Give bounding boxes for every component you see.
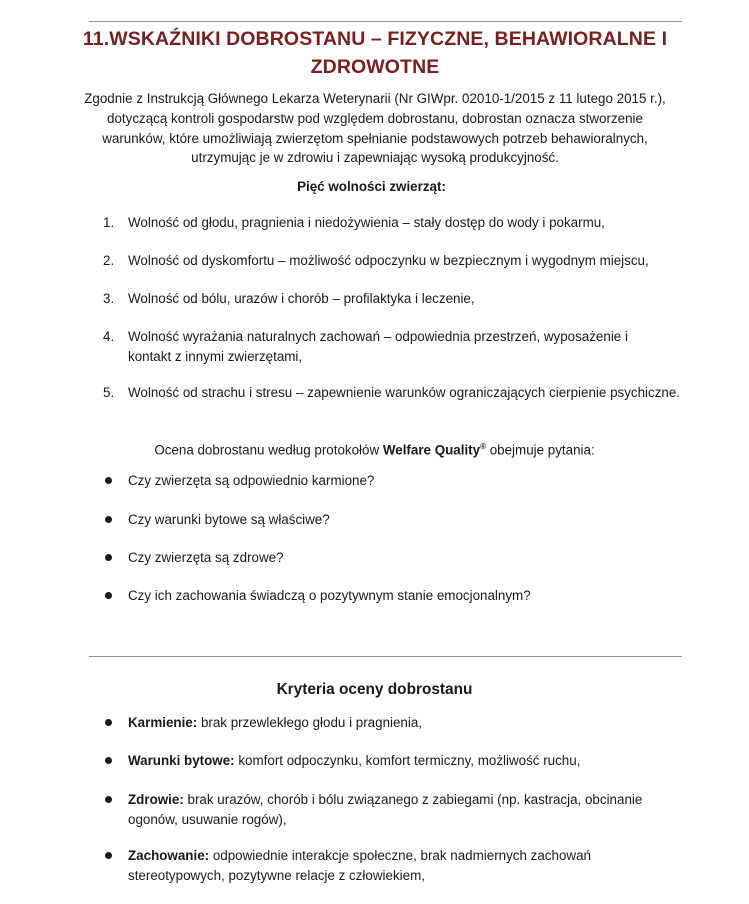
bullet-icon <box>105 796 112 803</box>
page-title <box>60 25 690 81</box>
freedom-text-line-2: kontakt z innymi zwierzętami, <box>128 348 303 364</box>
intro-line-3: warunków, które umożliwiają zwierzętom spełnianie podstawowych potrzeb behawioralnych, <box>102 130 648 146</box>
criteria-desc: brak przewlekłego głodu i pragnienia, <box>197 715 423 730</box>
bullet-icon <box>105 852 112 859</box>
bullet-icon <box>105 554 112 561</box>
criteria-heading: Kryteria oceny dobrostanu <box>276 681 473 698</box>
criteria-text <box>128 751 703 771</box>
intro-paragraph <box>66 89 684 168</box>
freedom-text: Wolność od głodu, pragnienia i niedożywienia – stały dostęp do wody i pokarmu, <box>128 215 605 230</box>
criteria-label: Zdrowie: <box>128 792 184 807</box>
criteria-desc: brak urazów, chorób i bólu związanego z zabiegami (np. kastracja, obcinanie <box>183 792 643 807</box>
welfare-quality-label: Welfare Quality <box>382 442 481 458</box>
criteria-desc-line-2: stereotypowych, pozytywne relacje z człowiekiem, <box>128 867 425 883</box>
intro-line-1: Zgodnie z Instrukcją Głównego Lekarza Weterynarii (Nr GIWpr. 02010-1/2015 z 11 lutego 2015 r.), <box>84 91 666 106</box>
list-number: 1. <box>103 215 115 230</box>
question-text: Czy zwierzęta są odpowiednio karmione? <box>128 473 375 488</box>
criteria-label: Karmienie: <box>128 715 198 730</box>
freedom-text <box>128 327 703 366</box>
criteria-item-4 <box>103 846 703 886</box>
criteria-item-3 <box>103 790 703 830</box>
freedoms-heading: Pięć wolności zwierząt: <box>297 179 446 194</box>
criteria-desc-line-2: ogonów, usuwanie rogów), <box>128 811 287 827</box>
list-number: 3. <box>103 291 115 306</box>
freedom-text: Wolność od dyskomfortu – możliwość odpoczynku w bezpiecznym i wygodnym miejscu, <box>128 253 649 268</box>
list-number: 5. <box>103 385 115 400</box>
intro-line-2: dotyczącą kontroli gospodarstw pod względem dobrostanu, dobrostan oznacza stworzenie <box>107 110 643 126</box>
question-text: Czy zwierzęta są zdrowe? <box>128 550 284 565</box>
criteria-text <box>128 790 703 829</box>
freedom-text: Wolność od strachu i stresu – zapewnienie warunków ograniczających cierpienie psychiczne. <box>128 385 681 400</box>
section-divider <box>89 656 682 657</box>
criteria-text <box>128 846 703 885</box>
freedom-text: Wolność od bólu, urazów i chorób – profilaktyka i leczenie, <box>128 291 475 306</box>
bullet-icon <box>105 757 112 764</box>
top-divider <box>89 21 682 22</box>
criteria-desc: komfort odpoczynku, komfort termiczny, możliwość ruchu, <box>234 753 581 768</box>
criteria-label: Warunki bytowe: <box>128 753 235 768</box>
bullet-icon <box>105 516 112 523</box>
question-text: Czy warunki bytowe są właściwe? <box>128 512 330 527</box>
bullet-icon <box>105 477 112 484</box>
assessment-prefix: Ocena dobrostanu według protokołów <box>154 442 383 458</box>
criteria-text <box>128 713 703 733</box>
title-line-2: ZDROWOTNE <box>310 56 440 78</box>
freedom-text-line-1: Wolność wyrażania naturalnych zachowań – odpowiednia przestrzeń, wyposażenie i <box>128 329 628 344</box>
registered-mark: ® <box>480 442 486 451</box>
intro-line-4: utrzymując je w zdrowiu i zapewniając wysoką produkcyjność. <box>191 150 559 166</box>
assessment-intro <box>0 437 749 459</box>
assessment-suffix: obejmuje pytania: <box>486 442 595 458</box>
freedom-item-4 <box>103 327 703 367</box>
bullet-icon <box>105 592 112 599</box>
list-number: 4. <box>103 329 115 344</box>
title-line-1: 11.WSKAŹNIKI DOBROSTANU – FIZYCZNE, BEHAWIORALNE I <box>82 28 668 50</box>
question-text: Czy ich zachowania świadczą o pozytywnym stanie emocjonalnym? <box>128 588 531 603</box>
criteria-desc: odpowiednie interakcje społeczne, brak nadmiernych zachowań <box>209 848 591 863</box>
criteria-label: Zachowanie: <box>128 848 210 863</box>
list-number: 2. <box>103 253 115 268</box>
bullet-icon <box>105 719 112 726</box>
